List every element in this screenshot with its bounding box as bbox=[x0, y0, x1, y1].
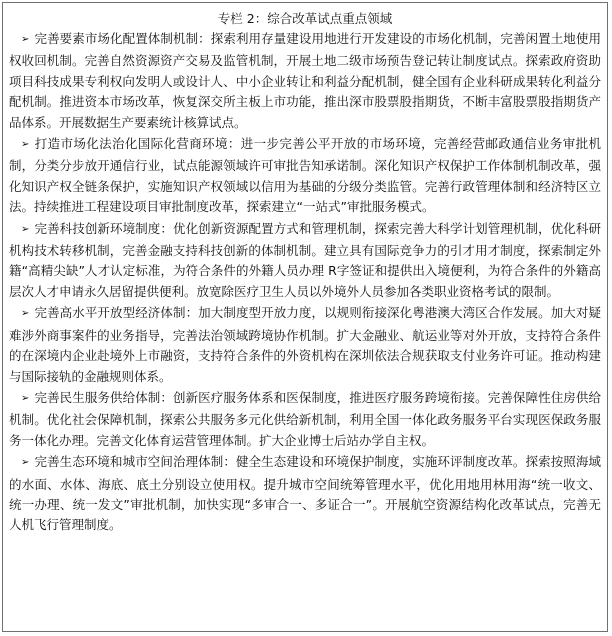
section-ecology-urban bbox=[9, 452, 601, 536]
bullet-arrow-icon: ➢ bbox=[21, 457, 30, 469]
section-heading: 完善高水平开放型经济体制： bbox=[34, 305, 199, 321]
section-body: 健全生态建设和环境保护制度，实施环评制度改革。探索按照海域的水面、水体、海底、底土分别设立使用权。提升城市空间统筹管理水平，优化用地用林用海“统一收文、统一办理、统一发文”审批机制，加快实现“多审合一、多证合一”。开展航空资源结构化改革试点，完善无人机飞行管理制度。 bbox=[9, 454, 601, 533]
section-heading: 完善民生服务供给体制： bbox=[34, 389, 173, 405]
section-body: 进一步完善公平开放的市场环境，完善经营邮政通信业务审批机制，分类分步放开通信行业，试点能源领域许可审批告知承诺制。深化知识产权保护工作体制机制改革，强化知识产权全链条保护，实施知识产权领域以信用为基础的分级分类监管。完善行政管理体制和经济特区立法。持续推进工程建设项目审批制度改革，探索建立“一站式”审批服务模式。 bbox=[9, 136, 601, 215]
section-body: 探索利用存量建设用地进行开发建设的市场化机制，完善闲置土地使用权收回机制。完善自然资源资产交易及监管机制，开展土地二级市场预告登记转让制度试点。探索政府资助项目科技成果专利权向发明人或设计人、中小企业转让和利益分配机制，健全国有企业科研成果转化利益分配机制。推进资本市场改革，恢复深交所主板上市功能，推出深市股票股指期货，不断丰富股票股指期货产品体系。开展数据生产要素统计核算试点。 bbox=[9, 31, 601, 130]
section-heading: 完善要素市场化配置体制机制： bbox=[34, 31, 211, 46]
bullet-arrow-icon: ➢ bbox=[21, 223, 30, 235]
section-body: 优化创新资源配置方式和管理机制，探索完善大科学计划管理机制，优化科研机构技术转移机制，完善金融支持科技创新的体制机制。建立具有国际竞争力的引才用才制度，探索制定外籍“高精尖缺”人才认定标准，为符合条件的外籍人员办理 R字签证和提供出入境便利，为符合条件的外籍高层次人才申请永久居留提供便利。放宽除医疗卫生人员以外境外人员参加各类职业资格考试的限制。 bbox=[9, 220, 601, 299]
section-open-economy bbox=[9, 303, 601, 387]
section-heading: 完善生态环境和城市空间治理体制： bbox=[34, 454, 236, 470]
section-business-environment bbox=[9, 134, 601, 218]
section-heading: 完善科技创新环境制度： bbox=[34, 220, 173, 236]
bullet-arrow-icon: ➢ bbox=[21, 139, 30, 151]
bullet-arrow-icon: ➢ bbox=[21, 392, 30, 404]
box-title: 专栏 2：综合改革试点重点领域 bbox=[217, 11, 393, 26]
section-body: 加大制度型开放力度，以规则衔接深化粤港澳大湾区合作发展。加大对疑难涉外商事案件的业务指导，完善法治领域跨境协作机制。扩大金融业、航运业等对外开放，支持符合条件的在深境内企业赴境外上市融资，支持符合条件的外资机构在深圳依法合规获取支付业务许可证。推动构建与国际接轨的金融规则体系。 bbox=[9, 305, 601, 384]
section-tech-innovation bbox=[9, 219, 601, 303]
section-public-services bbox=[9, 388, 601, 451]
feature-box bbox=[2, 2, 608, 632]
section-heading: 打造市场化法治化国际化营商环境： bbox=[34, 136, 241, 152]
section-factor-markets bbox=[9, 29, 601, 133]
bullet-arrow-icon: ➢ bbox=[21, 34, 30, 45]
section-body: 创新医疗服务体系和医保制度，推进医疗服务跨境衔接。完善保障性住房供给机制。优化社会保障机制，探索公共服务多元化供给新机制，利用全国一体化政务服务平台实现医保政务服务一体化办理。完善文化体育运营管理体制。扩大企业博士后站办学自主权。 bbox=[9, 389, 601, 448]
bullet-arrow-icon: ➢ bbox=[21, 308, 30, 320]
